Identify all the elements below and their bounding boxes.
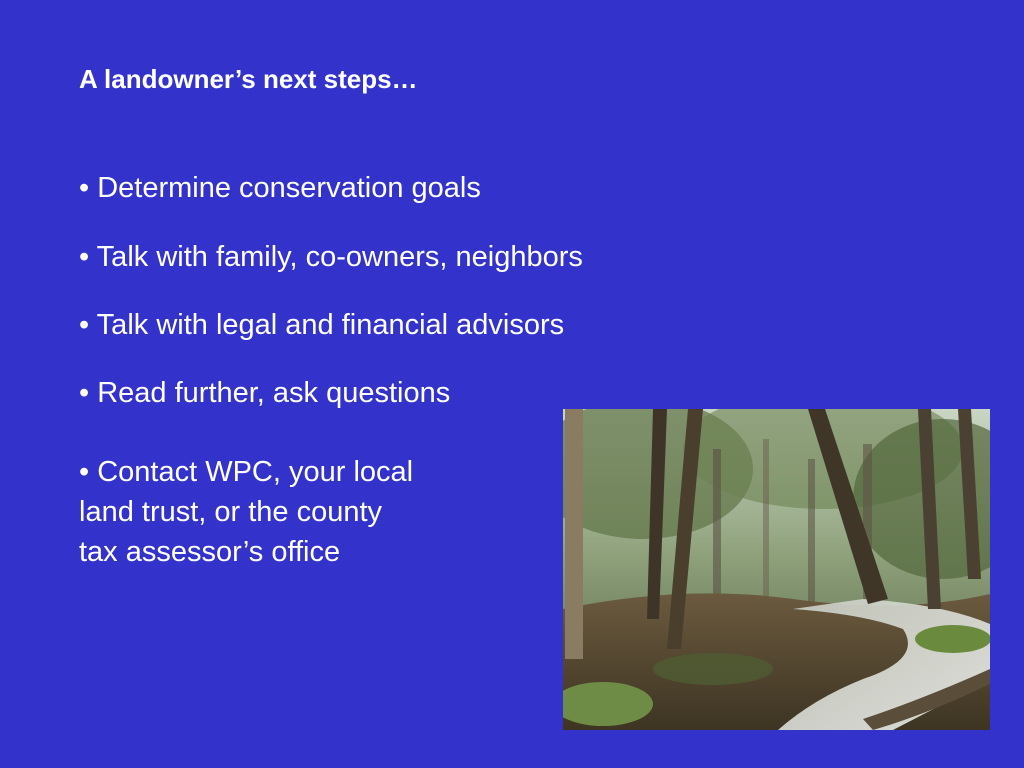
bullet-item: • Determine conservation goals [79,172,481,204]
bullet-item: • Talk with legal and financial advisors [79,309,565,341]
bullet-item: • Talk with family, co-owners, neighbors [79,241,583,273]
slide-title: A landowner’s next steps… [79,64,418,94]
bullet-line: • Contact WPC, your local [79,456,414,488]
bullet-line: land trust, or the county [79,496,383,528]
bullet-item-contact [79,452,413,572]
forest-stream-photo [563,409,990,730]
bullet-line: tax assessor’s office [79,536,341,568]
bullet-item: • Read further, ask questions [79,377,451,409]
